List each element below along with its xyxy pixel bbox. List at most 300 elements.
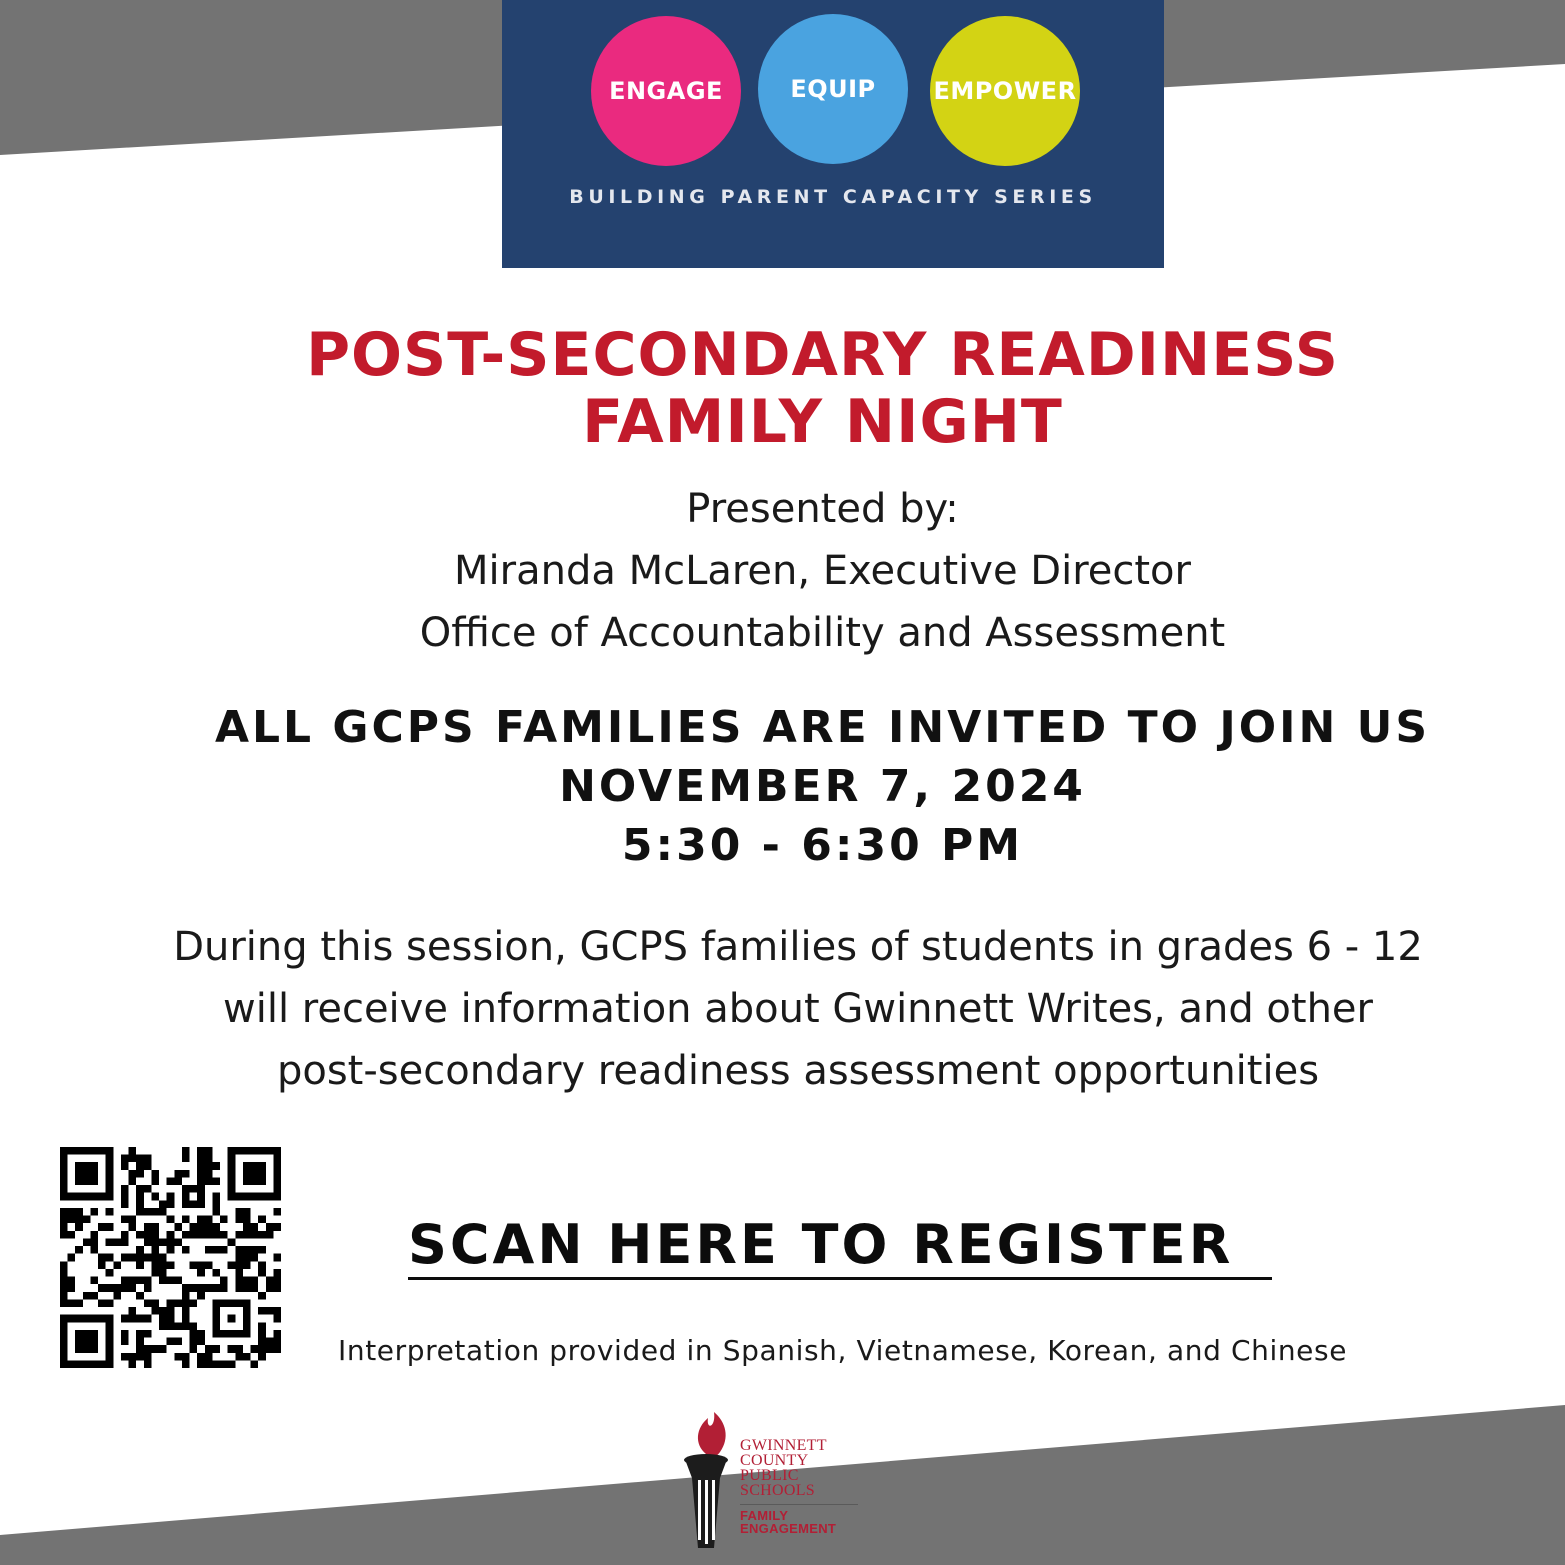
qr-module (151, 1261, 159, 1269)
qr-module (174, 1353, 182, 1361)
qr-module (212, 1200, 220, 1208)
qr-module (136, 1315, 144, 1323)
qr-module (151, 1269, 159, 1277)
qr-module (182, 1246, 190, 1254)
qr-module (106, 1254, 114, 1262)
qr-module (98, 1254, 106, 1262)
qr-module (90, 1208, 98, 1216)
qr-module (228, 1345, 236, 1353)
qr-module (273, 1284, 281, 1292)
qr-module (174, 1299, 182, 1307)
qr-module (121, 1284, 129, 1292)
qr-module (68, 1208, 76, 1216)
qr-module (197, 1360, 205, 1368)
qr-module (243, 1353, 251, 1361)
qr-module (68, 1231, 76, 1239)
qr-module (159, 1269, 167, 1277)
qr-module (60, 1292, 68, 1300)
qr-module (121, 1155, 129, 1163)
qr-module (258, 1216, 266, 1224)
qr-module (129, 1307, 137, 1315)
presented-by-label: Presented by: (686, 486, 959, 532)
qr-module (60, 1231, 68, 1239)
qr-module (251, 1360, 259, 1368)
interpretation-note: Interpretation provided in Spanish, Vietnamese, Korean, and Chinese (338, 1334, 1348, 1367)
qr-module (251, 1284, 259, 1292)
qr-module (190, 1322, 198, 1330)
qr-module (60, 1208, 68, 1216)
qr-module (136, 1345, 144, 1353)
qr-module (83, 1216, 91, 1224)
qr-module (205, 1360, 213, 1368)
qr-module (212, 1269, 220, 1277)
qr-module (151, 1193, 159, 1201)
qr-module (121, 1200, 129, 1208)
qr-module (273, 1208, 281, 1216)
qr-module (273, 1315, 281, 1323)
qr-module (258, 1292, 266, 1300)
qr-module (205, 1345, 213, 1353)
qr-module (197, 1353, 205, 1361)
qr-module (266, 1284, 274, 1292)
presenter-name: Miranda McLaren, Executive Director (454, 548, 1191, 594)
qr-module (235, 1254, 243, 1262)
logo-sub-line: ENGAGEMENT (740, 1521, 837, 1536)
qr-module (258, 1330, 266, 1338)
qr-module (167, 1193, 175, 1201)
qr-module (144, 1299, 152, 1307)
qr-module (205, 1223, 213, 1231)
qr-module (151, 1208, 159, 1216)
qr-module (129, 1223, 137, 1231)
logo-divider (740, 1504, 858, 1505)
qr-module (129, 1155, 137, 1163)
qr-module (98, 1284, 106, 1292)
qr-module (106, 1269, 114, 1277)
qr-module (182, 1299, 190, 1307)
qr-module (136, 1231, 144, 1239)
qr-module (151, 1345, 159, 1353)
qr-module (273, 1338, 281, 1346)
qr-module (90, 1231, 98, 1239)
qr-module (144, 1185, 152, 1193)
qr-module (167, 1246, 175, 1254)
qr-module (121, 1193, 129, 1201)
qr-module (136, 1292, 144, 1300)
qr-module (167, 1299, 175, 1307)
description-line: will receive information about Gwinnett Writes, and other (223, 986, 1373, 1032)
qr-module (68, 1284, 76, 1292)
qr-module (75, 1223, 83, 1231)
qr-module (212, 1284, 220, 1292)
qr-module (136, 1193, 144, 1201)
qr-module (212, 1223, 220, 1231)
qr-module (136, 1261, 144, 1269)
qr-module (266, 1231, 274, 1239)
qr-module (60, 1284, 68, 1292)
qr-module (75, 1246, 83, 1254)
qr-module (136, 1155, 144, 1163)
qr-module (60, 1269, 68, 1277)
qr-module (212, 1208, 220, 1216)
qr-module (235, 1208, 243, 1216)
qr-module (182, 1216, 190, 1224)
qr-module (60, 1299, 68, 1307)
qr-module (136, 1185, 144, 1193)
qr-module (60, 1277, 68, 1285)
qr-module (220, 1231, 228, 1239)
qr-module (220, 1216, 228, 1224)
invitation-text: ALL GCPS FAMILIES ARE INVITED TO JOIN US (214, 702, 1431, 753)
qr-module (144, 1360, 152, 1368)
qr-module (197, 1261, 205, 1269)
registration-qr-code[interactable] (60, 1147, 281, 1368)
qr-module (197, 1155, 205, 1163)
qr-module (251, 1277, 259, 1285)
qr-module (151, 1299, 159, 1307)
qr-module (159, 1200, 167, 1208)
qr-module (113, 1261, 121, 1269)
qr-module (174, 1170, 182, 1178)
qr-module (90, 1277, 98, 1285)
qr-module (266, 1223, 274, 1231)
qr-module (144, 1208, 152, 1216)
qr-module (159, 1254, 167, 1262)
qr-module (151, 1254, 159, 1262)
qr-module (136, 1277, 144, 1285)
description-line: post-secondary readiness assessment opportunities (276, 1048, 1320, 1094)
qr-module (243, 1261, 251, 1269)
qr-module (258, 1353, 266, 1361)
qr-module (144, 1223, 152, 1231)
qr-module (121, 1330, 129, 1338)
qr-module (106, 1208, 114, 1216)
qr-module (90, 1292, 98, 1300)
qr-module (129, 1177, 137, 1185)
qr-module (205, 1353, 213, 1361)
qr-module (235, 1216, 243, 1224)
qr-module (68, 1254, 76, 1262)
qr-module (151, 1238, 159, 1246)
engage-circle: ENGAGE (591, 16, 741, 166)
qr-module (190, 1330, 198, 1338)
qr-module (68, 1277, 76, 1285)
qr-module (190, 1299, 198, 1307)
qr-module (98, 1299, 106, 1307)
qr-module (113, 1284, 121, 1292)
qr-module (273, 1254, 281, 1262)
qr-module (266, 1338, 274, 1346)
qr-module (243, 1246, 251, 1254)
qr-module (174, 1223, 182, 1231)
qr-module (106, 1284, 114, 1292)
qr-module (174, 1338, 182, 1346)
qr-module (159, 1208, 167, 1216)
qr-module (151, 1223, 159, 1231)
qr-module (197, 1162, 205, 1170)
qr-module (212, 1231, 220, 1239)
logo-line: PUBLIC (740, 1467, 799, 1484)
qr-module (182, 1284, 190, 1292)
session-description (70, 916, 1526, 1102)
qr-module (212, 1193, 220, 1201)
qr-module (197, 1269, 205, 1277)
qr-module (190, 1345, 198, 1353)
qr-module (98, 1223, 106, 1231)
qr-module (106, 1223, 114, 1231)
qr-module (83, 1292, 91, 1300)
qr-module (151, 1307, 159, 1315)
qr-module (106, 1299, 114, 1307)
qr-module (197, 1177, 205, 1185)
qr-module (273, 1277, 281, 1285)
series-banner (502, 0, 1164, 268)
qr-module (190, 1261, 198, 1269)
qr-module (129, 1360, 137, 1368)
qr-module (121, 1162, 129, 1170)
qr-module (190, 1185, 198, 1193)
qr-module (182, 1147, 190, 1155)
qr-module (121, 1238, 129, 1246)
qr-module (205, 1231, 213, 1239)
qr-module (151, 1177, 159, 1185)
qr-module (205, 1177, 213, 1185)
qr-module (251, 1345, 259, 1353)
qr-module (228, 1261, 236, 1269)
qr-module (197, 1284, 205, 1292)
qr-module (106, 1238, 114, 1246)
qr-module (182, 1307, 190, 1315)
qr-module (197, 1185, 205, 1193)
torch-flame-icon (698, 1412, 726, 1457)
qr-module (167, 1177, 175, 1185)
qr-module (258, 1231, 266, 1239)
qr-module (235, 1246, 243, 1254)
qr-module (220, 1277, 228, 1285)
qr-module (75, 1208, 83, 1216)
qr-module (167, 1338, 175, 1346)
qr-module (98, 1261, 106, 1269)
qr-module (159, 1307, 167, 1315)
qr-module (205, 1216, 213, 1224)
presenter-office: Office of Accountability and Assessment (419, 610, 1226, 656)
qr-module (136, 1200, 144, 1208)
qr-module (136, 1170, 144, 1178)
qr-module (121, 1353, 129, 1361)
qr-module (182, 1315, 190, 1323)
equip-circle: EQUIP (758, 14, 908, 164)
event-title-line1: POST-SECONDARY READINESS (306, 320, 1339, 390)
qr-module (235, 1345, 243, 1353)
qr-module (136, 1246, 144, 1254)
qr-module (197, 1216, 205, 1224)
qr-module (243, 1208, 251, 1216)
qr-module (182, 1292, 190, 1300)
qr-module (182, 1155, 190, 1163)
qr-module (121, 1277, 129, 1285)
qr-module (235, 1231, 243, 1239)
qr-module (228, 1238, 236, 1246)
qr-module (182, 1193, 190, 1201)
qr-module (167, 1216, 175, 1224)
qr-module (258, 1269, 266, 1277)
qr-module (182, 1353, 190, 1361)
qr-module (159, 1322, 167, 1330)
qr-module (144, 1162, 152, 1170)
qr-module (220, 1284, 228, 1292)
qr-module (136, 1353, 144, 1361)
series-name: BUILDING PARENT CAPACITY SERIES (569, 186, 1097, 208)
qr-module (129, 1147, 137, 1155)
qr-module (182, 1170, 190, 1178)
qr-module (151, 1170, 159, 1178)
event-title-line2: FAMILY NIGHT (582, 387, 1063, 457)
qr-module (129, 1315, 137, 1323)
qr-module (121, 1216, 129, 1224)
qr-module (228, 1360, 236, 1368)
qr-module (144, 1238, 152, 1246)
qr-module (190, 1200, 198, 1208)
qr-module (174, 1322, 182, 1330)
qr-module (258, 1246, 266, 1254)
qr-module (121, 1315, 129, 1323)
qr-module (258, 1338, 266, 1346)
qr-module (121, 1231, 129, 1239)
qr-module (159, 1261, 167, 1269)
qr-module (205, 1155, 213, 1163)
qr-module (212, 1246, 220, 1254)
qr-module (60, 1223, 68, 1231)
qr-module (167, 1315, 175, 1323)
qr-module (235, 1353, 243, 1361)
qr-module (121, 1185, 129, 1193)
qr-module (190, 1223, 198, 1231)
qr-module (212, 1162, 220, 1170)
qr-module (243, 1231, 251, 1239)
qr-module (273, 1307, 281, 1315)
qr-module (197, 1147, 205, 1155)
qr-module (197, 1330, 205, 1338)
qr-module (136, 1338, 144, 1346)
logo-line: COUNTY (740, 1452, 809, 1469)
description-line: During this session, GCPS families of students in grades 6 - 12 (173, 924, 1423, 970)
qr-module (258, 1307, 266, 1315)
qr-module (182, 1200, 190, 1208)
qr-module (129, 1284, 137, 1292)
qr-module (243, 1277, 251, 1285)
qr-module (243, 1284, 251, 1292)
qr-module (205, 1162, 213, 1170)
qr-module (144, 1277, 152, 1285)
qr-module (144, 1284, 152, 1292)
qr-module (174, 1277, 182, 1285)
qr-module (144, 1231, 152, 1239)
qr-module (129, 1277, 137, 1285)
qr-module (174, 1177, 182, 1185)
qr-module (159, 1315, 167, 1323)
qr-module (182, 1231, 190, 1239)
qr-module (90, 1246, 98, 1254)
qr-module (167, 1231, 175, 1239)
qr-module (212, 1360, 220, 1368)
qr-module (235, 1261, 243, 1269)
qr-module (182, 1322, 190, 1330)
qr-module (144, 1254, 152, 1262)
qr-module (273, 1345, 281, 1353)
qr-module (251, 1231, 259, 1239)
qr-module (266, 1307, 274, 1315)
qr-module (258, 1345, 266, 1353)
qr-module (60, 1216, 68, 1224)
qr-module (113, 1238, 121, 1246)
qr-module (243, 1223, 251, 1231)
qr-module (182, 1360, 190, 1368)
qr-module (129, 1353, 137, 1361)
qr-module (144, 1315, 152, 1323)
empower-circle: EMPOWER (930, 16, 1080, 166)
qr-module (151, 1231, 159, 1239)
qr-module (235, 1277, 243, 1285)
qr-module (273, 1269, 281, 1277)
qr-module (136, 1254, 144, 1262)
scan-to-register-link[interactable]: SCAN HERE TO REGISTER (408, 1215, 1272, 1280)
qr-module (258, 1322, 266, 1330)
qr-module (197, 1292, 205, 1300)
qr-module (190, 1284, 198, 1292)
logo-line: SCHOOLS (740, 1482, 816, 1499)
qr-module (182, 1185, 190, 1193)
qr-module (68, 1299, 76, 1307)
qr-module (90, 1238, 98, 1246)
qr-module (159, 1345, 167, 1353)
qr-module (136, 1330, 144, 1338)
qr-module (235, 1269, 243, 1277)
logo-line: GWINNETT (740, 1437, 827, 1454)
qr-module (75, 1299, 83, 1307)
qr-module (243, 1216, 251, 1224)
qr-module (220, 1246, 228, 1254)
qr-module (129, 1216, 137, 1224)
qr-module (144, 1155, 152, 1163)
qr-module (144, 1353, 152, 1361)
qr-module (212, 1345, 220, 1353)
qr-module (68, 1216, 76, 1224)
qr-module (266, 1277, 274, 1285)
qr-module (251, 1254, 259, 1262)
qr-module (121, 1254, 129, 1262)
qr-module (159, 1277, 167, 1285)
qr-module (197, 1193, 205, 1201)
qr-module (190, 1231, 198, 1239)
event-date: NOVEMBER 7, 2024 (559, 761, 1086, 812)
qr-module (167, 1322, 175, 1330)
qr-module (159, 1238, 167, 1246)
qr-module (205, 1261, 213, 1269)
qr-module (167, 1307, 175, 1315)
qr-module (136, 1208, 144, 1216)
qr-module (167, 1261, 175, 1269)
qr-module (273, 1330, 281, 1338)
qr-module (243, 1254, 251, 1262)
qr-module (258, 1261, 266, 1269)
qr-module (205, 1170, 213, 1178)
qr-module (174, 1238, 182, 1246)
qr-module (212, 1177, 220, 1185)
qr-module (251, 1223, 259, 1231)
qr-module (75, 1216, 83, 1224)
qr-module (251, 1246, 259, 1254)
qr-module (197, 1223, 205, 1231)
